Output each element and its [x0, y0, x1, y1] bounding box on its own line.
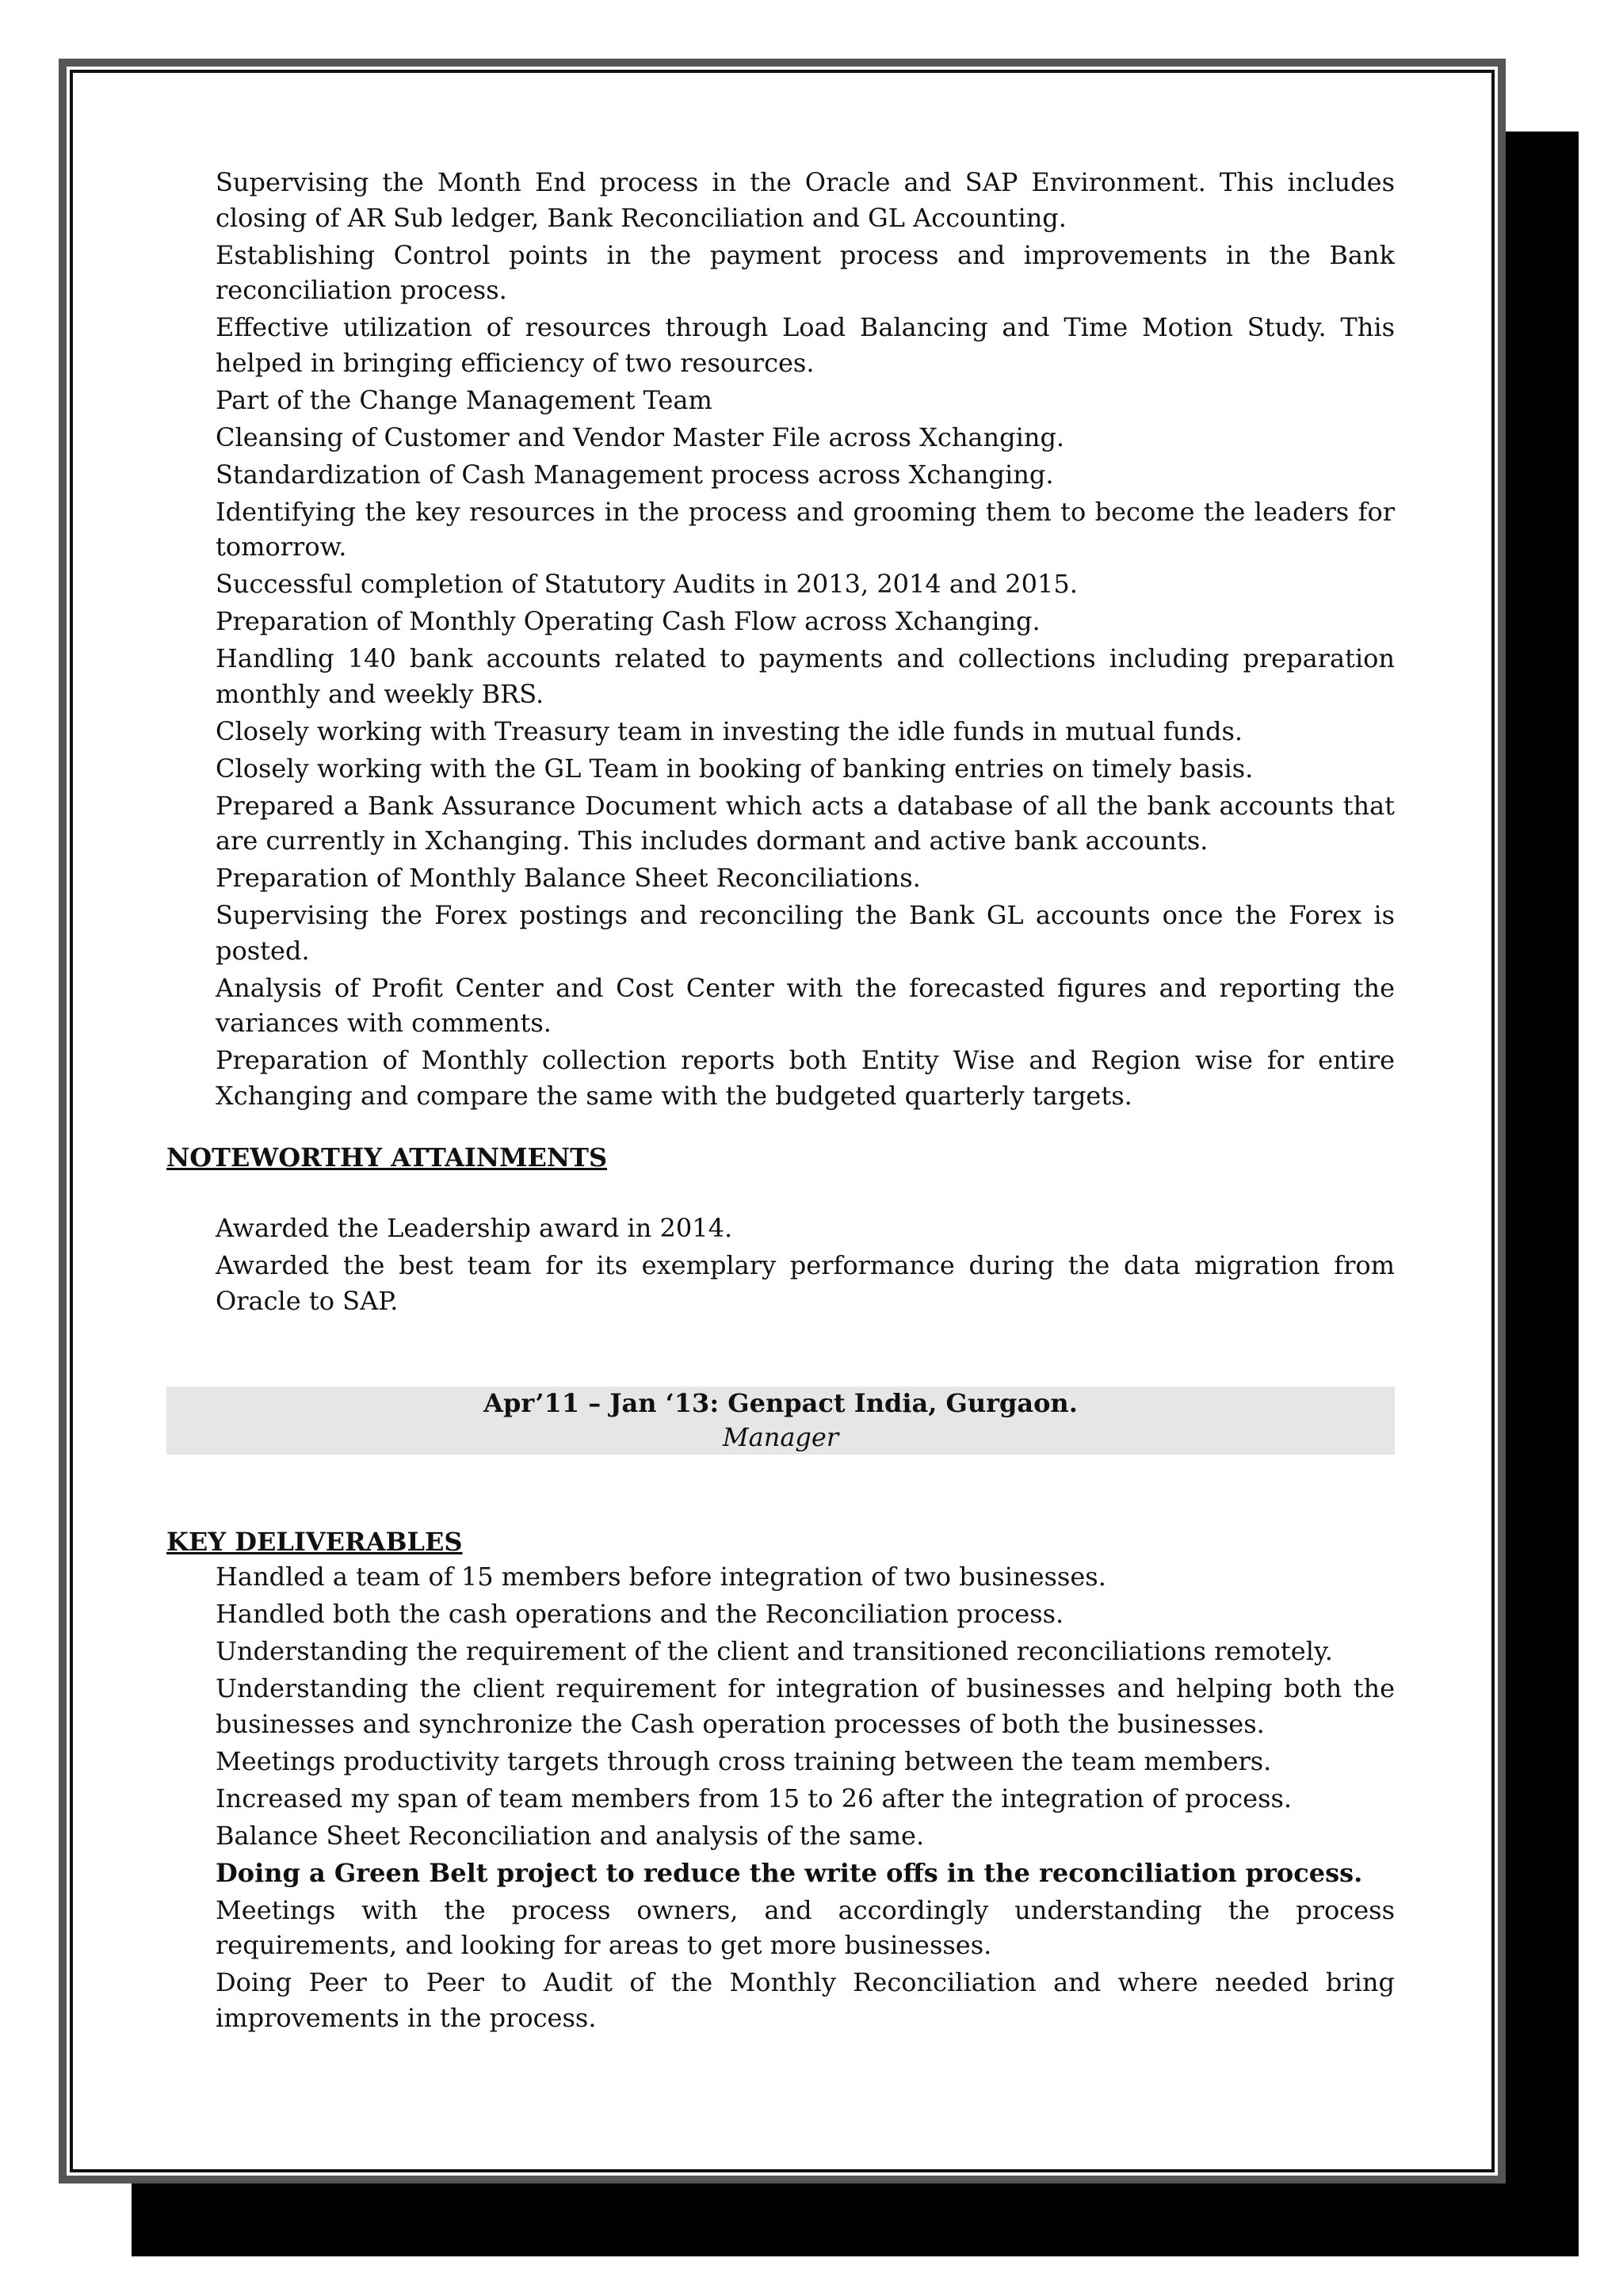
list-item: Supervising the Forex postings and reconciling the Bank GL accounts once the Forex is posted. — [216, 900, 1395, 966]
list-item: Cleansing of Customer and Vendor Master File across Xchanging. — [216, 421, 1065, 452]
list-item: Handling 140 bank accounts related to payments and collections including preparation monthly and weekly BRS. — [216, 643, 1395, 709]
list-item: Closely working with the GL Team in booking of banking entries on timely basis. — [216, 753, 1254, 784]
job-header-band — [166, 1386, 1395, 1455]
list-item: Awarded the best team for its exemplary performance during the data migration from Oracle to SAP. — [216, 1250, 1395, 1316]
document-body — [166, 165, 1395, 2038]
list-item: Doing a Green Belt project to reduce the write offs in the reconciliation process. — [216, 1857, 1363, 1888]
list-item: Identifying the key resources in the process and grooming them to become the leaders for tomorrow. — [216, 496, 1395, 562]
list-item: Handled a team of 15 members before integration of two businesses. — [216, 1562, 1106, 1592]
list-item: Successful completion of Statutory Audits in 2013, 2014 and 2015. — [216, 569, 1078, 599]
job-role: Manager — [722, 1422, 839, 1452]
list-item: Doing Peer to Peer to Audit of the Monthly Reconciliation and where needed bring improvements in the process. — [216, 1967, 1395, 2033]
list-item: Awarded the Leadership award in 2014. — [216, 1213, 733, 1243]
list-item: Effective utilization of resources through Load Balancing and Time Motion Study. This helped in bringing efficiency of two resources. — [216, 312, 1395, 378]
list-item: Preparation of Monthly Balance Sheet Reconciliations. — [216, 863, 921, 893]
list-item: Understanding the client requirement for integration of businesses and helping both the businesses and synchronize the Cash operation processes of both the businesses. — [216, 1673, 1395, 1739]
list-item: Increased my span of team members from 15 to 26 after the integration of process. — [216, 1783, 1293, 1814]
list-item: Part of the Change Management Team — [216, 384, 712, 415]
noteworthy-list — [166, 1211, 1395, 1318]
list-item: Balance Sheet Reconciliation and analysis of the same. — [216, 1820, 925, 1851]
list-item: Standardization of Cash Management process across Xchanging. — [216, 459, 1054, 490]
job-title: Apr’11 – Jan ‘13: Genpact India, Gurgaon. — [483, 1388, 1078, 1418]
list-item: Closely working with Treasury team in investing the idle funds in mutual funds. — [216, 715, 1243, 746]
responsibilities-list — [166, 165, 1395, 1113]
list-item: Meetings productivity targets through cross training between the team members. — [216, 1745, 1272, 1776]
section-spacer — [166, 1455, 1395, 1524]
list-item: Preparation of Monthly Operating Cash Flow across Xchanging. — [216, 606, 1041, 636]
list-item: Understanding the requirement of the client and transitioned reconciliations remotely. — [216, 1636, 1333, 1666]
list-item: Establishing Control points in the payment process and improvements in the Bank reconciliation process. — [216, 239, 1395, 305]
list-item: Handled both the cash operations and the Reconciliation process. — [216, 1599, 1064, 1629]
list-item: Supervising the Month End process in the Oracle and SAP Environment. This includes closing of AR Sub ledger, Bank Reconciliation and GL Accounting. — [216, 167, 1395, 233]
noteworthy-heading: NOTEWORTHY ATTAINMENTS — [166, 1142, 608, 1173]
list-item: Analysis of Profit Center and Cost Center with the forecasted figures and reporting the variances with comments. — [216, 972, 1395, 1038]
list-item: Meetings with the process owners, and accordingly understanding the process requirements, and looking for areas to get more businesses. — [216, 1894, 1395, 1960]
list-item: Prepared a Bank Assurance Document which acts a database of all the bank accounts that are currently in Xchanging. This includes dormant and active bank accounts. — [216, 790, 1395, 856]
key-deliverables-list — [166, 1559, 1395, 2035]
list-item: Preparation of Monthly collection reports both Entity Wise and Region wise for entire Xchanging and compare the same with the budgeted quarterly targets. — [216, 1045, 1395, 1111]
key-deliverables-heading: KEY DELIVERABLES — [166, 1527, 463, 1557]
